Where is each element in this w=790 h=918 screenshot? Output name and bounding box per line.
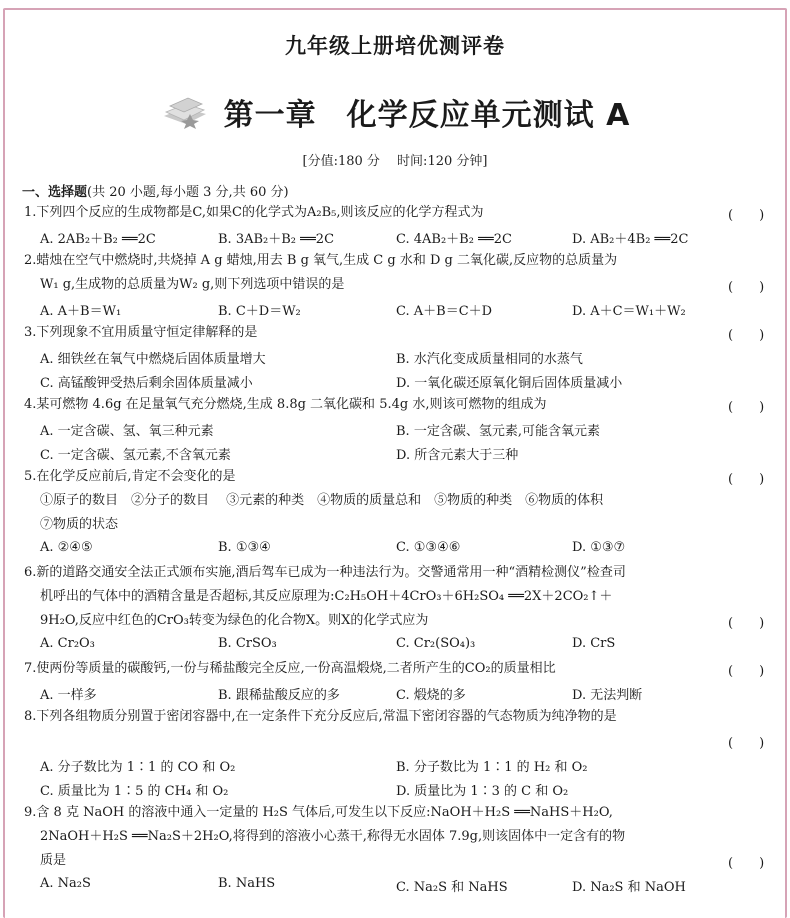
q5-stem: 5.在化学反应前后,肯定不会变化的是 (24, 469, 236, 484)
q2-option-c: C. A＋B＝C＋D (396, 304, 493, 319)
q1-option-d: D. AB₂＋4B₂ ══2C (572, 232, 689, 247)
q9-option-d: D. Na₂S 和 NaOH (572, 880, 686, 895)
q7-option-a: A. 一样多 (40, 688, 97, 703)
q4-option-c: C. 一定含碳、氢元素,不含氧元素 (40, 448, 231, 463)
q9-option-a: A. Na₂S (40, 876, 91, 891)
q6-line2: 机呼出的气体中的酒精含量是否超标,其反应原理为:C₂H₅OH＋4CrO₃＋6H₂SO₄ ══2X＋2CO₂↑＋ (40, 589, 613, 604)
q5-option-a: A. ②④⑤ (40, 540, 93, 555)
q2-line2: W₁ g,生成物的总质量为W₂ g,则下列选项中错误的是 (40, 277, 345, 292)
q8-stem: 8.下列各组物质分别置于密闭容器中,在一定条件下充分反应后,常温下密闭容器的气态物质为纯净物的是 (24, 709, 617, 724)
q9-line1: 9.含 8 克 NaOH 的溶液中通入一定量的 H₂S 气体后,可发生以下反应:NaOH＋H₂S ══NaHS＋H₂O, (24, 805, 613, 820)
section-title: 一、选择题 (22, 185, 88, 200)
q7-option-d: D. 无法判断 (572, 688, 643, 703)
q6-option-c: C. Cr₂(SO₄)₃ (396, 636, 476, 651)
q5-option-d: D. ①③⑦ (572, 540, 626, 555)
q3-option-c: C. 高锰酸钾受热后剩余固体质量减小 (40, 376, 253, 391)
q9-line2: 2NaOH＋H₂S ══Na₂S＋2H₂O,将得到的溶液小心蒸干,称得无水固体 7.9g,则该固体中一定含有的物 (40, 829, 626, 844)
q4-option-b: B. 一定含碳、氢元素,可能含氧元素 (396, 424, 600, 439)
q3-option-b: B. 水汽化变成质量相同的水蒸气 (396, 352, 583, 367)
q8-option-d: D. 质量比为 1∶3 的 C 和 O₂ (396, 784, 569, 799)
chapter-title-row (0, 90, 790, 134)
q6-option-d: D. CrS (572, 636, 616, 651)
q6-line3: 9H₂O,反应中红色的CrO₃转变为绿色的化合物X。则X的化学式应为 (40, 613, 429, 628)
q4-option-d: D. 所含元素大于三种 (396, 448, 519, 463)
chapter-label: 第一章 (223, 98, 317, 133)
q8-answer-paren: ( ) (728, 736, 765, 751)
score-time-info: [分值:180 分 时间:120 分钟] (302, 154, 488, 169)
q9-answer-paren: ( ) (728, 856, 765, 871)
q4-option-a: A. 一定含碳、氢、氧三种元素 (40, 424, 214, 439)
q2-line1: 2.蜡烛在空气中燃烧时,共烧掉 A g 蜡烛,用去 B g 氧气,生成 C g 水和 D g 二氧化碳,反应物的总质量为 (24, 253, 618, 268)
q8-option-a: A. 分子数比为 1∶1 的 CO 和 O₂ (40, 760, 236, 775)
q9-line3: 质是 (40, 853, 67, 868)
q6-option-a: A. Cr₂O₃ (40, 636, 95, 651)
q8-option-c: C. 质量比为 1∶5 的 CH₄ 和 O₂ (40, 784, 229, 799)
q3-option-d: D. 一氧化碳还原氧化铜后固体质量减小 (396, 376, 623, 391)
q4-stem: 4.某可燃物 4.6g 在足量氧气充分燃烧,生成 8.8g 二氧化碳和 5.4g 水,则该可燃物的组成为 (24, 397, 547, 412)
test-title: 化学反应单元测试 A (346, 98, 631, 133)
q6-answer-paren: ( ) (728, 616, 765, 631)
q5-option-c: C. ①③④⑥ (396, 540, 461, 555)
q2-option-a: A. A＋B＝W₁ (40, 304, 122, 319)
section-note: (共 20 小题,每小题 3 分,共 60 分) (87, 185, 289, 200)
q7-option-c: C. 煅烧的多 (396, 688, 466, 703)
q2-answer-paren: ( ) (728, 280, 765, 295)
q6-line1: 6.新的道路交通安全法正式颁布实施,酒后驾车已成为一种违法行为。交警通常用一种“酒精检测仪”检查司 (24, 565, 626, 580)
q1-option-a: A. 2AB₂＋B₂ ══2C (40, 232, 156, 247)
q3-answer-paren: ( ) (728, 328, 765, 343)
q2-option-d: D. A＋C＝W₁＋W₂ (572, 304, 686, 319)
q1-option-c: C. 4AB₂＋B₂ ══2C (396, 232, 512, 247)
q9-option-c: C. Na₂S 和 NaHS (396, 880, 508, 895)
q7-answer-paren: ( ) (728, 664, 765, 679)
q6-option-b: B. CrSO₃ (218, 636, 277, 651)
q1-option-b: B. 3AB₂＋B₂ ══2C (218, 232, 335, 247)
q9-option-b: B. NaHS (218, 876, 276, 891)
q5-option-b: B. ①③④ (218, 540, 271, 555)
q4-answer-paren: ( ) (728, 400, 765, 415)
series-title: 九年级上册培优测评卷 (285, 34, 505, 58)
q1-answer-paren: ( ) (728, 208, 765, 223)
q5-items-line2: ⑦物质的状态 (40, 517, 119, 532)
q3-stem: 3.下列现象不宜用质量守恒定律解释的是 (24, 325, 258, 340)
q8-option-b: B. 分子数比为 1∶1 的 H₂ 和 O₂ (396, 760, 588, 775)
q5-answer-paren: ( ) (728, 472, 765, 487)
section-heading (22, 181, 289, 200)
book-stack-icon (160, 94, 210, 130)
q7-stem: 7.使两份等质量的碳酸钙,一份与稀盐酸完全反应,一份高温煅烧,二者所产生的CO₂的质量相比 (24, 661, 556, 676)
q7-option-b: B. 跟稀盐酸反应的多 (218, 688, 340, 703)
q5-items-line1: ①原子的数目 ②分子的数目 ③元素的种类 ④物质的质量总和 ⑤物质的种类 ⑥物质的体积 (40, 493, 604, 508)
q2-option-b: B. C＋D＝W₂ (218, 304, 301, 319)
q1-stem: 1.下列四个反应的生成物都是C,如果C的化学式为A₂B₅,则该反应的化学方程式为 (24, 205, 484, 220)
q3-option-a: A. 细铁丝在氧气中燃烧后固体质量增大 (40, 352, 266, 367)
chapter-title (224, 90, 631, 134)
